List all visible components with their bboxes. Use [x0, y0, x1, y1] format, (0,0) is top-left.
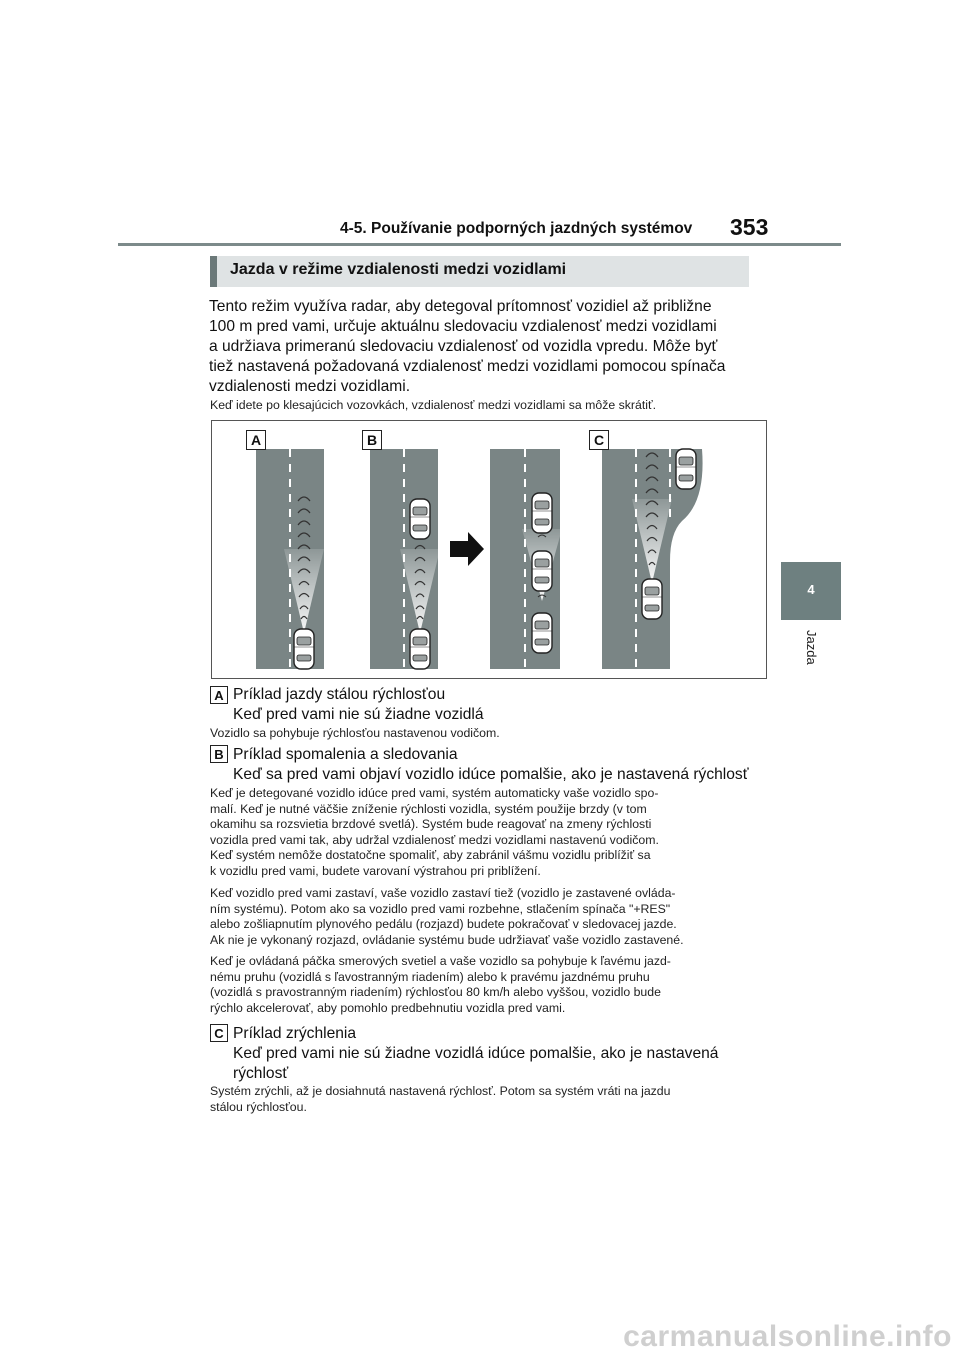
own-car-b — [410, 629, 430, 669]
item-a-title-line: Príklad jazdy stálou rýchlosťou — [233, 686, 446, 703]
item-b-title-line: Keď sa pred vami objaví vozidlo idúce pomalšie, ako je nastavená rýchlosť — [233, 766, 749, 783]
page-number: 353 — [730, 214, 769, 240]
own-car-a — [294, 629, 314, 669]
own-car-b2 — [532, 613, 552, 653]
figure-label-c: C — [589, 430, 609, 450]
own-car-c — [642, 579, 662, 619]
note-line: stálou rýchlosťou. — [210, 1099, 307, 1114]
middle-car-b2 — [532, 551, 552, 591]
lead-car-b2 — [532, 493, 552, 533]
note-line: ním systému). Potom ako sa vozidlo pred vami rozbehne, stlačením spínača "+RES" — [210, 901, 671, 916]
section-heading — [210, 256, 749, 287]
intro-note: Keď idete po klesajúcich vozovkách, vzdialenosť medzi vozidlami sa môže skrátiť. — [210, 398, 657, 412]
item-c-title-line: Keď pred vami nie sú žiadne vozidlá idúce pomalšie, ako je nastavená — [233, 1045, 719, 1062]
header-rule — [118, 243, 841, 246]
note-line: Ak nie je vykonaný rozjazd, ovládanie systému bude udržiavať vaše vozidlo zastavené. — [210, 932, 684, 947]
note-line: rýchlo akcelerovať, aby pomohlo predbehnutiu vozidla pred vami. — [210, 1000, 566, 1015]
chapter-label: Jazda — [804, 630, 819, 665]
item-c-title-line: Príklad zrýchlenia — [233, 1025, 357, 1042]
intro-line: vzdialenosti medzi vozidlami. — [209, 378, 411, 395]
section-title: Jazda v režime vzdialenosti medzi vozidlami — [230, 261, 567, 278]
transition-arrow-icon — [450, 532, 484, 566]
road-c — [602, 449, 703, 669]
section-heading-bar — [210, 256, 217, 287]
road-b — [370, 449, 440, 669]
item-letter-b: B — [210, 745, 228, 763]
intro-line: 100 m pred vami, určuje aktuálnu sledovaciu vzdialenosť medzi vozidlami — [209, 318, 717, 335]
item-a-note — [210, 726, 758, 742]
figure-label-b: B — [362, 430, 382, 450]
note-line: k vozidlu pred vami, budete varovaní výstrahou pri priblížení. — [210, 863, 541, 878]
item-b-title — [233, 745, 749, 785]
figure-label-a: A — [246, 430, 266, 450]
road-b-after — [490, 449, 562, 669]
item-b-note-1 — [210, 786, 758, 880]
running-header: 4-5. Používanie podporných jazdných systémov — [340, 220, 693, 237]
note-line: nému pruhu (vozidlá s ľavostranným riadením) alebo k pravému jazdnému pruhu — [210, 969, 650, 984]
note-line: Keď je ovládaná páčka smerových svetiel a vaše vozidlo sa pohybuje k ľavému jazd- — [210, 954, 671, 968]
intro-line: tiež nastavená požadovaná vzdialenosť medzi vozidlami pomocou spínača — [209, 358, 726, 375]
lead-car-b — [410, 499, 430, 539]
item-letter-a: A — [210, 686, 228, 704]
note-line: alebo zošliapnutím plynového pedálu (rozjazd) budete pokračovať v sledovacej jazde. — [210, 917, 677, 932]
note-line: Vozidlo sa pohybuje rýchlosťou nastavenou vodičom. — [210, 726, 500, 740]
watermark: carmanualsonline.info — [623, 1320, 952, 1353]
item-a-title — [233, 685, 484, 725]
item-b-title-line: Príklad spomalenia a sledovania — [233, 746, 458, 763]
item-b-note-2 — [210, 886, 758, 948]
intro-line: Tento režim využíva radar, aby detegoval prítomnosť vozidiel až približne — [209, 298, 712, 315]
note-line: (vozidlá s pravostranným riadením) rýchlosťou 80 km/h alebo vyššou, vozidlo bude — [210, 985, 661, 1000]
note-line: Systém zrýchli, až je dosiahnutá nastavená rýchlosť. Potom sa systém vráti na jazdu — [210, 1084, 671, 1098]
item-b-note-3 — [210, 954, 758, 1016]
item-a-title-line: Keď pred vami nie sú žiadne vozidlá — [233, 706, 484, 723]
note-line: vozidla pred vami tak, aby udržal vzdialenosť medzi vozidlami nastavenú vodičom. — [210, 832, 659, 847]
lead-car-c — [676, 449, 696, 489]
note-line: malí. Keď je nutné väčšie zníženie rýchlosti vozidla, systém použije brzdy (v tom — [210, 801, 647, 816]
item-letter-c: C — [210, 1024, 228, 1042]
item-c-title — [233, 1024, 718, 1084]
note-line: Keď systém nemôže dostatočne spomaliť, aby zabránil vášmu vozidlu priblížiť sa — [210, 848, 651, 863]
note-line: okamihu sa rozsvietia brzdové svetlá). Systém bude reagovať na zmeny rýchlosti — [210, 817, 652, 832]
item-c-note — [210, 1084, 758, 1115]
chapter-number: 4 — [807, 582, 815, 597]
item-c-title-line: rýchlosť — [233, 1065, 289, 1082]
distance-control-diagram — [211, 420, 767, 679]
intro-paragraph — [209, 297, 754, 397]
note-line: Keď je detegované vozidlo idúce pred vami, systém automaticky vaše vozidlo spo- — [210, 786, 659, 800]
note-line: Keď vozidlo pred vami zastaví, vaše vozidlo zastaví tiež (vozidlo je zastavené ovláda- — [210, 886, 676, 900]
road-illustration — [212, 421, 766, 678]
intro-line: a udržiava primeranú sledovaciu vzdialenosť od vozidla vpredu. Môže byť — [209, 338, 718, 355]
road-a — [256, 449, 324, 669]
